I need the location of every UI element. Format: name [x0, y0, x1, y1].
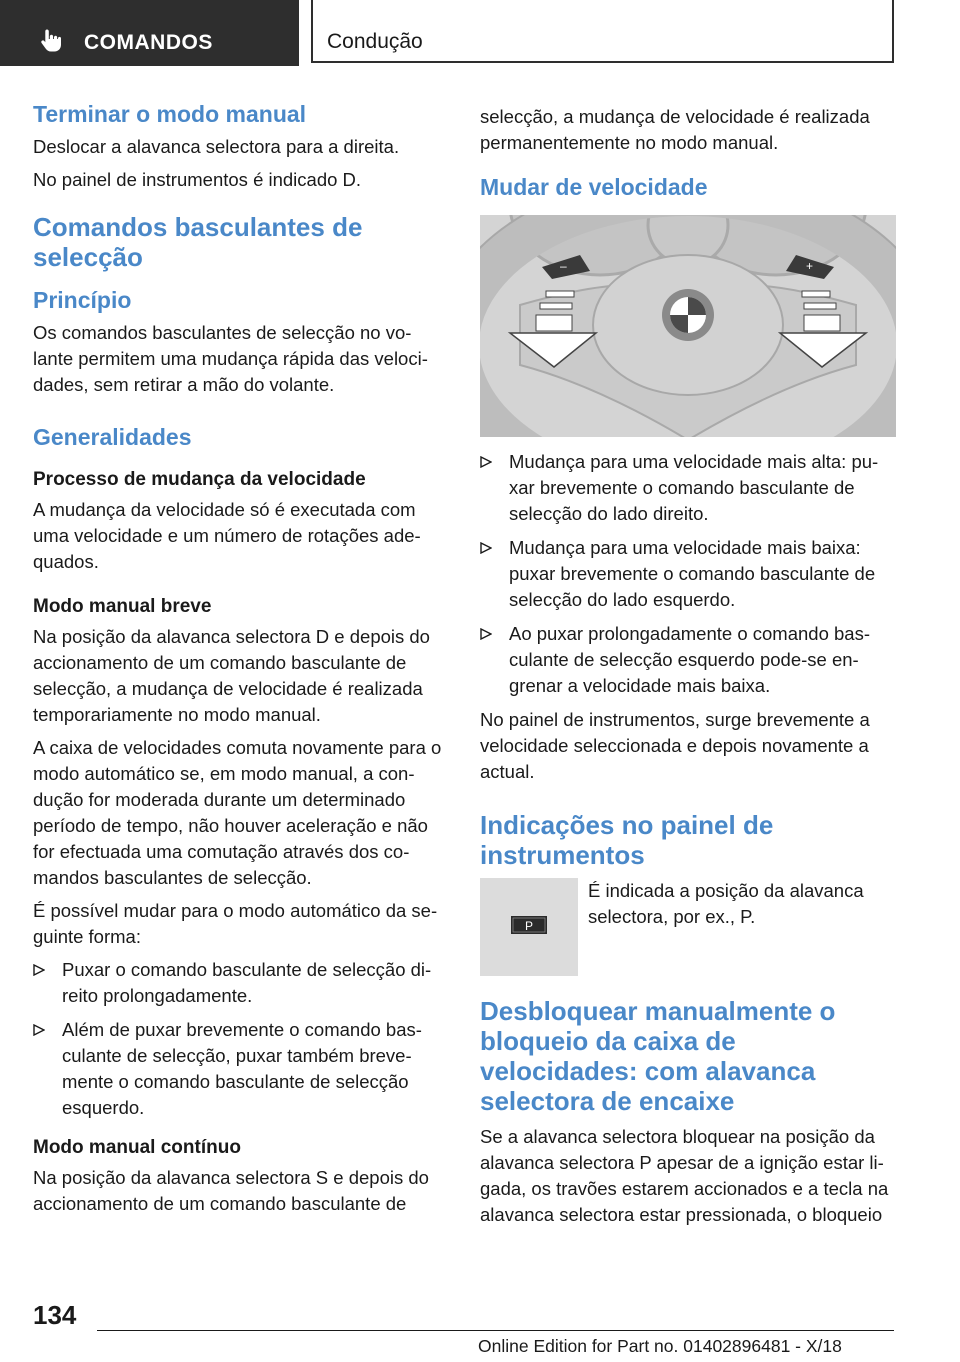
bullet-list — [480, 449, 896, 699]
paragraph: A mudança da velocidade só é executada com uma velocidade e um número de rotações ade-quados. — [33, 499, 421, 572]
chapter-title: Condução — [327, 30, 423, 53]
hand-pointer-icon — [40, 28, 62, 52]
list-item: Além de puxar brevemente o comando bas-culante de selecção, puxar também breve-mente o comando basculante de selecção esquerdo. — [33, 1017, 443, 1121]
section-tab — [0, 0, 299, 66]
triangle-bullet-icon — [480, 456, 492, 468]
heading-principio: Princípio — [33, 287, 132, 313]
paddle-minus-label: – — [560, 259, 567, 273]
heading-mudar-velocidade: Mudar de velocidade — [480, 174, 708, 200]
paragraph: Na posição da alavanca selectora S e depois do accionamento de um comando basculante de — [33, 1167, 429, 1214]
heading-terminar: Terminar o modo manual — [33, 101, 307, 127]
heading-generalidades: Generalidades — [33, 424, 192, 450]
paragraph: selecção, a mudança de velocidade é realizada permanentemente no modo manual. — [480, 106, 870, 153]
heading-desbloquear: Desbloquear manualmente o bloqueio da caixa de velocidades: com alavanca selectora de encaixe — [480, 996, 836, 1116]
chapter-title-box — [311, 0, 894, 63]
triangle-bullet-icon — [33, 964, 45, 976]
paragraph: É indicada a posição da alavanca selectora, por ex., P. — [588, 880, 864, 927]
paragraph: Na posição da alavanca selectora D e depois do accionamento de um comando basculante de selecção, a mudança de velocidade é realizada temporariamente no modo manual. — [33, 626, 430, 725]
bullet-list — [33, 957, 443, 1121]
selector-position-p-icon — [480, 878, 578, 976]
edition-note: Online Edition for Part no. 01402896481 - X/18 — [478, 1336, 842, 1356]
page-number: 134 — [33, 1300, 77, 1330]
list-item: Puxar o comando basculante de selecção di-reito prolongadamente. — [33, 957, 443, 1009]
heading-indicacoes: Indicações no painel de instrumentos — [480, 810, 774, 870]
paragraph: A caixa de velocidades comuta novamente para o modo automático se, em modo manual, a con-dução for moderada durante um determinado período de tempo, não houver aceleração e não for efectuada uma comutação através dos co-mandos basculantes de selecção. — [33, 737, 442, 888]
right-column — [480, 104, 896, 1235]
paragraph: Os comandos basculantes de selecção no vo-lante permitem uma mudança rápida das veloci-dades, sem retirar a mão do volante. — [33, 322, 428, 395]
heading-modo-continuo: Modo manual contínuo — [33, 1137, 241, 1158]
triangle-bullet-icon — [480, 542, 492, 554]
list-item: Mudança para uma velocidade mais alta: pu-xar brevemente o comando basculante de selecção do lado direito. — [480, 449, 896, 527]
gear-indicator-image — [480, 878, 578, 976]
triangle-bullet-icon — [33, 1024, 45, 1036]
list-item: Ao puxar prolongadamente o comando bas-culante de selecção esquerdo pode-se en-grenar a velocidade mais baixa. — [480, 621, 896, 699]
indicator-row — [480, 878, 896, 976]
triangle-bullet-icon — [480, 628, 492, 640]
paragraph: Se a alavanca selectora bloquear na posição da alavanca selectora P apesar de a ignição estar li-gada, os travões estarem accionados e a tecla na alavanca selectora estar pressionada, o bloqueio — [480, 1126, 889, 1225]
paragraph: No painel de instrumentos, surge brevemente a velocidade seleccionada e depois novamente a actual. — [480, 709, 870, 782]
heading-modo-breve: Modo manual breve — [33, 596, 212, 617]
paragraph: Deslocar a alavanca selectora para a direita. — [33, 136, 400, 157]
section-tab-label: COMANDOS — [84, 31, 213, 54]
indicator-letter: P — [524, 919, 534, 933]
footer-divider — [97, 1330, 894, 1331]
heading-processo: Processo de mudança da velocidade — [33, 469, 366, 490]
left-column — [33, 100, 443, 1224]
list-item: Mudança para uma velocidade mais baixa: puxar brevemente o comando basculante de selecção do lado esquerdo. — [480, 535, 896, 613]
paragraph: É possível mudar para o modo automático da se-guinte forma: — [33, 900, 438, 947]
paddle-plus-label: + — [806, 259, 814, 273]
paragraph: No painel de instrumentos é indicado D. — [33, 169, 362, 190]
heading-comandos-basculantes: Comandos basculantes de selecção — [33, 212, 363, 272]
steering-wheel-image — [480, 215, 896, 437]
